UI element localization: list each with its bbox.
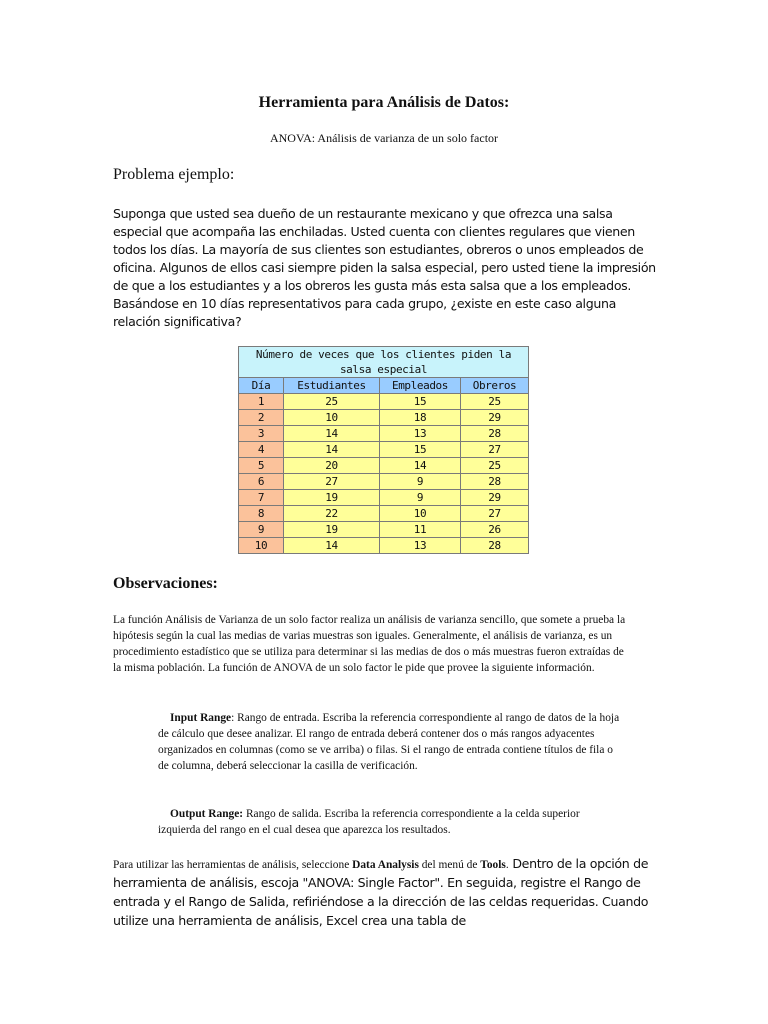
table-cell-dia: 2 <box>239 410 284 426</box>
input-range-label: Input Range <box>170 712 232 724</box>
observations-paragraph: La función Análisis de Varianza de un solo factor realiza un análisis de varianza sencillo, que somete a prueba la hipótesis según la cual las medias de varias muestras son iguales. Generalmente, el análisis de varianza, es un procedimiento estadístico que se utiliza para determinar si las medias de dos o más muestras fueron extraídas de la misma población. La función de ANOVA de un solo factor le pide que provee la siguiente información. <box>113 614 626 674</box>
table-row <box>239 474 529 490</box>
instructions-continuation: Dentro de la opción de herramienta de análisis, escoja "ANOVA: Single Factor". En seguida, registre el Rango de entrada y el Rango de Salida, refiriéndose a la dirección de las celdas requeridas. Cuando utilize una herramienta de análisis, Excel crea una tabla de <box>113 856 649 928</box>
table-cell-value: 20 <box>284 458 380 474</box>
table-cell-value: 10 <box>380 506 461 522</box>
table-caption: Número de veces que los clientes piden la salsa especial <box>239 347 529 378</box>
table-row <box>239 490 529 506</box>
table-cell-dia: 7 <box>239 490 284 506</box>
instructions-part-2: del menú de <box>418 859 481 871</box>
table-cell-value: 27 <box>461 506 529 522</box>
header-dia: Día <box>239 378 284 394</box>
table-cell-dia: 10 <box>239 538 284 554</box>
table-body <box>239 394 529 554</box>
output-range-label: Output Range: <box>170 808 244 820</box>
document-title: Herramienta para Análisis de Datos: <box>258 94 510 111</box>
table-cell-value: 19 <box>284 490 380 506</box>
table-row <box>239 522 529 538</box>
table-cell-dia: 5 <box>239 458 284 474</box>
table-cell-dia: 8 <box>239 506 284 522</box>
table-row <box>239 394 529 410</box>
table-cell-value: 22 <box>284 506 380 522</box>
table-cell-value: 26 <box>461 522 529 538</box>
table-cell-value: 10 <box>284 410 380 426</box>
table-cell-value: 29 <box>461 410 529 426</box>
data-table <box>238 346 529 554</box>
table-row <box>239 442 529 458</box>
table-cell-dia: 9 <box>239 522 284 538</box>
table-cell-value: 25 <box>284 394 380 410</box>
table-cell-value: 18 <box>380 410 461 426</box>
table-cell-dia: 3 <box>239 426 284 442</box>
table-cell-value: 27 <box>284 474 380 490</box>
document-subtitle: ANOVA: Análisis de varianza de un solo factor <box>269 131 499 145</box>
table-cell-value: 14 <box>284 442 380 458</box>
table-row <box>239 538 529 554</box>
header-estudiantes: Estudiantes <box>284 378 380 394</box>
table-cell-value: 28 <box>461 426 529 442</box>
table-cell-value: 11 <box>380 522 461 538</box>
header-empleados: Empleados <box>380 378 461 394</box>
input-range-paragraph <box>158 710 623 774</box>
table-cell-value: 27 <box>461 442 529 458</box>
instructions-data-analysis: Data Analysis <box>352 859 419 871</box>
table-row <box>239 506 529 522</box>
output-range-paragraph <box>158 806 623 838</box>
header-obreros: Obreros <box>461 378 529 394</box>
table-cell-value: 19 <box>284 522 380 538</box>
table-cell-dia: 1 <box>239 394 284 410</box>
table-cell-value: 9 <box>380 490 461 506</box>
input-range-text: : Rango de entrada. Escriba la referencia correspondiente al rango de datos de la hoja de cálculo que desee analizar. El rango de entrada deberá contener dos o más rangos adyacentes organizados en columnas (como se ve arriba) o filas. Si el rango de entrada contiene títulos de fila o de columna, deberá seleccionar la casilla de verificación. <box>158 712 620 772</box>
instructions-tools: Tools <box>480 859 506 871</box>
table-cell-dia: 6 <box>239 474 284 490</box>
table-cell-value: 15 <box>380 442 461 458</box>
table-row <box>239 410 529 426</box>
table-cell-value: 28 <box>461 538 529 554</box>
instructions-paragraph <box>113 855 658 931</box>
problem-heading: Problema ejemplo: <box>113 166 235 183</box>
table-row <box>239 458 529 474</box>
table-cell-value: 15 <box>380 394 461 410</box>
table-cell-value: 9 <box>380 474 461 490</box>
problem-paragraph: Suponga que usted sea dueño de un restaurante mexicano y que ofrezca una salsa especial que acompaña las enchiladas. Usted cuenta con clientes regulares que vienen todos los días. La mayoría de sus clientes son estudiantes, obreros o unos empleados de oficina. Algunos de ellos casi siempre piden la salsa especial, pero usted tiene la impresión de que a los estudiantes y a los obreros les gusta más esta salsa que a los empleados. Basándose en 10 días representativos para cada grupo, ¿existe en este caso alguna relación significativa? <box>113 206 656 329</box>
output-range-text: Rango de salida. Escriba la referencia correspondiente a la celda superior izquierda del rango en el cual desea que aparezca los resultados. <box>158 808 580 836</box>
instructions-part-3: . <box>505 859 509 871</box>
table-cell-value: 13 <box>380 538 461 554</box>
table-cell-dia: 4 <box>239 442 284 458</box>
table-cell-value: 28 <box>461 474 529 490</box>
table-cell-value: 14 <box>380 458 461 474</box>
table-cell-value: 14 <box>284 538 380 554</box>
table-cell-value: 25 <box>461 394 529 410</box>
instructions-part-1: Para utilizar las herramientas de análisis, seleccione <box>113 859 353 871</box>
table-cell-value: 29 <box>461 490 529 506</box>
table-row <box>239 426 529 442</box>
table-cell-value: 14 <box>284 426 380 442</box>
table-cell-value: 13 <box>380 426 461 442</box>
table-cell-value: 25 <box>461 458 529 474</box>
observations-heading: Observaciones: <box>113 575 218 592</box>
table-header-row <box>239 378 529 394</box>
